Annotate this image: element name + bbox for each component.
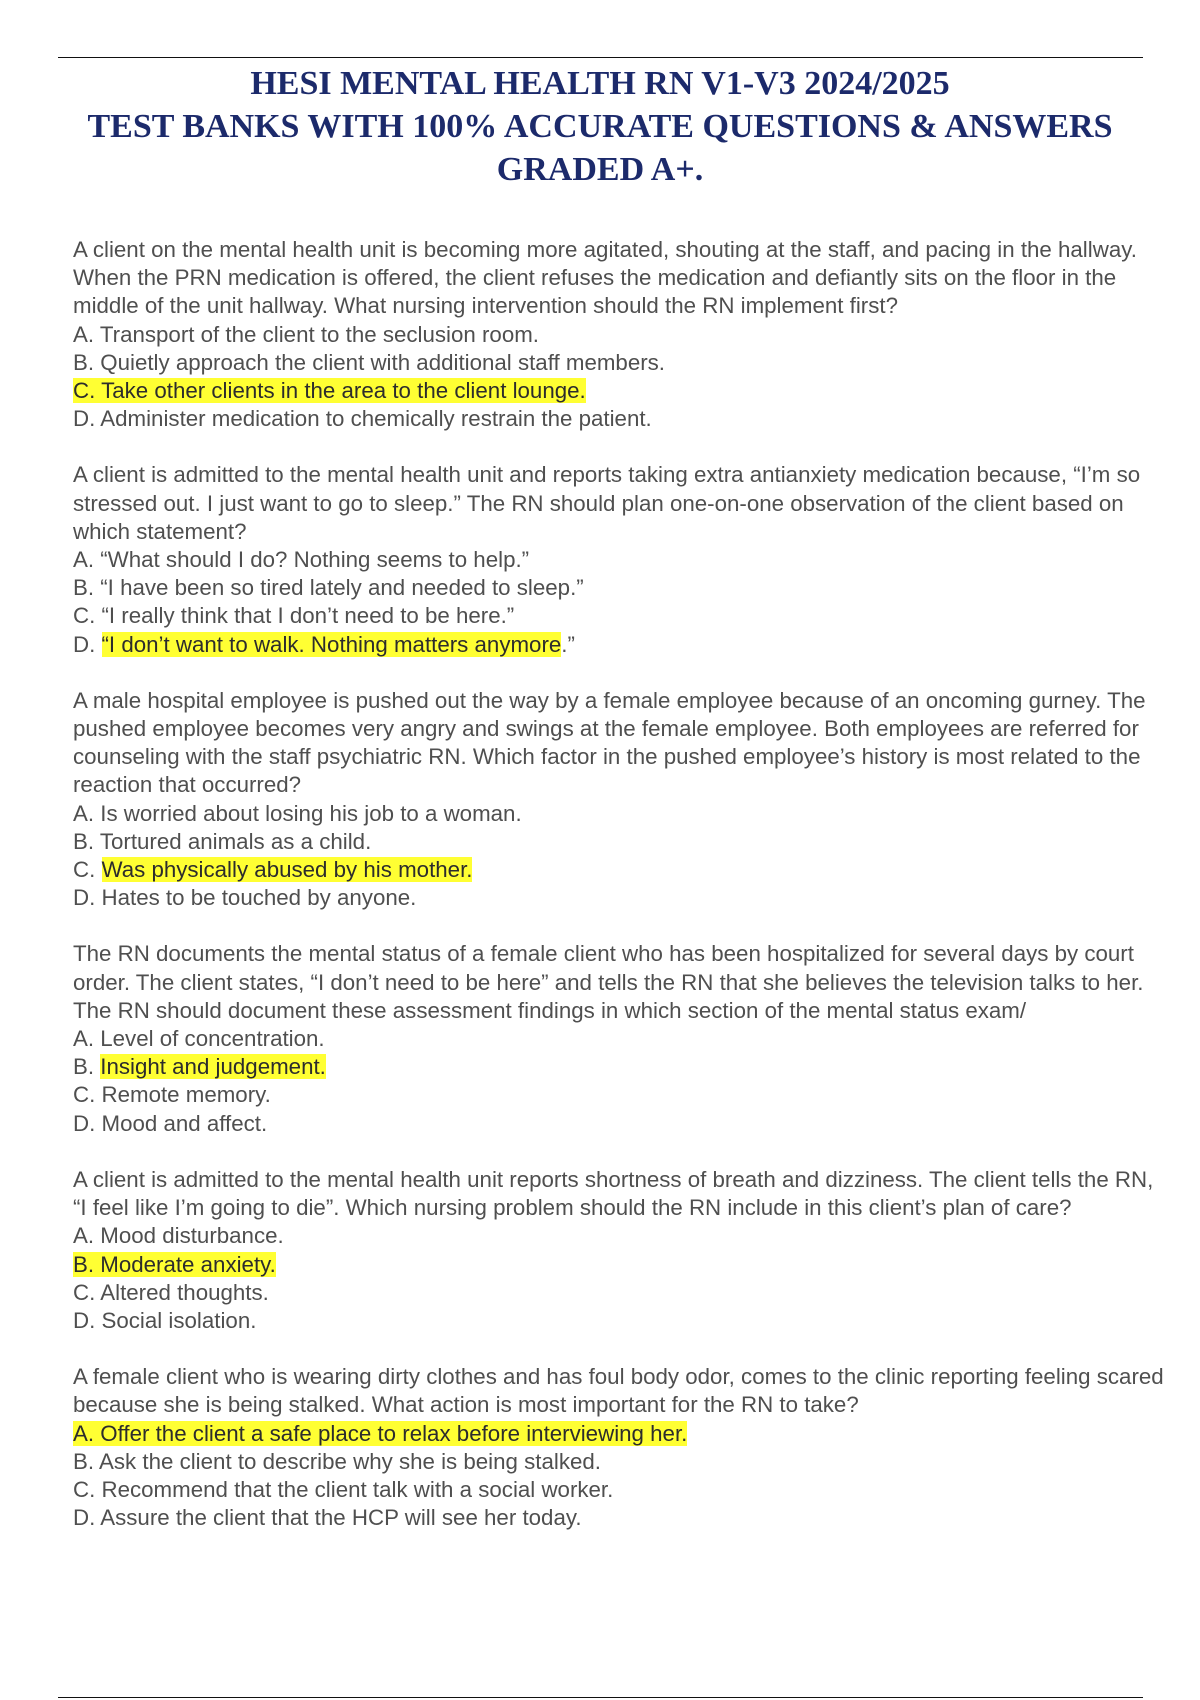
option-prefix: B. [73, 1054, 101, 1080]
highlighted-answer: Insight and judgement. [100, 1054, 326, 1080]
answer-option [73, 405, 1173, 433]
question-stem: A male hospital employee is pushed out the way by a female employee because of an oncoming gurney. The pushed employee becomes very angry and swings at the female employee. Both employees are referred for counseling with the staff psychiatric RN. Which factor in the pushed employee’s history is most related to the reaction that occurred? [73, 687, 1146, 798]
question-block [73, 940, 1173, 1137]
highlighted-answer: C. Take other clients in the area to the client lounge. [73, 378, 586, 404]
answer-options [73, 800, 1173, 913]
answer-options [73, 546, 1173, 659]
answer-option [73, 800, 1173, 828]
option-text: B. Quietly approach the client with additional staff members. [73, 349, 665, 375]
answer-option [73, 1307, 1173, 1335]
option-prefix: D. [73, 631, 102, 657]
answer-option [73, 1025, 1173, 1053]
answer-options [73, 321, 1173, 434]
answer-options [73, 1420, 1173, 1533]
question-stem: A client is admitted to the mental health unit and reports taking extra antianxiety medication because, “I’m so stressed out. I just want to go to sleep.” The RN should plan one-on-one observation of the client based on which statement? [73, 462, 1141, 544]
answer-options [73, 1222, 1173, 1335]
answer-option [73, 1420, 1173, 1448]
option-text: C. Recommend that the client talk with a social worker. [73, 1476, 614, 1502]
answer-option [73, 546, 1173, 574]
answer-option [73, 1279, 1173, 1307]
option-text: A. Is worried about losing his job to a woman. [73, 800, 522, 826]
answer-option [73, 321, 1173, 349]
option-text: A. Mood disturbance. [73, 1223, 284, 1249]
option-prefix: C. [73, 857, 102, 883]
answer-option [73, 349, 1173, 377]
answer-option [73, 1251, 1173, 1279]
option-text: D. Hates to be touched by anyone. [73, 885, 417, 911]
option-text: A. “What should I do? Nothing seems to help.” [73, 547, 530, 573]
option-text: D. Social isolation. [73, 1307, 257, 1333]
title-line: TEST BANKS WITH 100% ACCURATE QUESTIONS & ANSWERS [87, 108, 1113, 145]
answer-option [73, 574, 1173, 602]
answer-option [73, 1222, 1173, 1250]
answer-option [73, 856, 1173, 884]
option-text: A. Level of concentration. [73, 1026, 325, 1052]
title-line: GRADED A+. [496, 151, 704, 188]
option-text: C. Altered thoughts. [73, 1279, 269, 1305]
highlighted-answer: B. Moderate anxiety. [73, 1251, 276, 1277]
answer-option [73, 884, 1173, 912]
answer-option [73, 828, 1173, 856]
highlighted-answer: “I don’t want to walk. Nothing matters anymore [101, 631, 562, 657]
question-stem: A female client who is wearing dirty clothes and has foul body odor, comes to the clinic reporting feeling scared because she is being stalked. What action is most important for the RN to take? [73, 1364, 1164, 1418]
answer-option [73, 1053, 1173, 1081]
question-stem: The RN documents the mental status of a female client who has been hospitalized for several days by court order. The client states, “I don’t need to be here” and tells the RN that she believes the television talks to her. The RN should document these assessment findings in which section of the mental status exam/ [73, 941, 1144, 1023]
question-block [73, 461, 1173, 658]
bottom-divider [58, 1697, 1143, 1698]
option-text: B. Tortured animals as a child. [73, 828, 372, 854]
option-text: A. Transport of the client to the seclusion room. [73, 321, 539, 347]
option-text: B. “I have been so tired lately and needed to sleep.” [73, 575, 584, 601]
question-block [73, 1363, 1173, 1532]
answer-options [73, 1025, 1173, 1138]
highlighted-answer: A. Offer the client a safe place to relax before interviewing her. [73, 1420, 688, 1446]
answer-option [73, 1448, 1173, 1476]
document-title [40, 62, 1160, 191]
option-text: D. Administer medication to chemically restrain the patient. [73, 406, 652, 432]
answer-option [73, 1081, 1173, 1109]
question-stem: A client is admitted to the mental health unit reports shortness of breath and dizziness. The client tells the RN, “I feel like I’m going to die”. Which nursing problem should the RN include in this client’s plan of care? [73, 1166, 1154, 1221]
question-block [73, 687, 1173, 913]
answer-option [73, 631, 1173, 659]
question-stem: A client on the mental health unit is becoming more agitated, shouting at the staff, and pacing in the hallway. When the PRN medication is offered, the client refuses the medication and defiantly sits on the floor in the middle of the unit hallway. What nursing intervention should the RN implement first? [73, 237, 1137, 319]
highlighted-answer: Was physically abused by his mother. [101, 857, 473, 883]
question-list [73, 236, 1173, 1560]
title-line: HESI MENTAL HEALTH RN V1-V3 2024/2025 [250, 65, 950, 102]
option-text: D. Mood and affect. [73, 1110, 268, 1136]
option-text: C. “I really think that I don’t need to be here.” [73, 603, 515, 629]
option-text: .” [561, 631, 575, 657]
answer-option [73, 602, 1173, 630]
answer-option [73, 377, 1173, 405]
answer-option [73, 1504, 1173, 1532]
question-block [73, 1166, 1173, 1335]
option-text: D. Assure the client that the HCP will see her today. [73, 1505, 582, 1531]
option-text: B. Ask the client to describe why she is being stalked. [73, 1448, 601, 1474]
answer-option [73, 1110, 1173, 1138]
question-block [73, 236, 1173, 433]
answer-option [73, 1476, 1173, 1504]
top-divider [58, 57, 1143, 58]
option-text: C. Remote memory. [73, 1082, 271, 1108]
